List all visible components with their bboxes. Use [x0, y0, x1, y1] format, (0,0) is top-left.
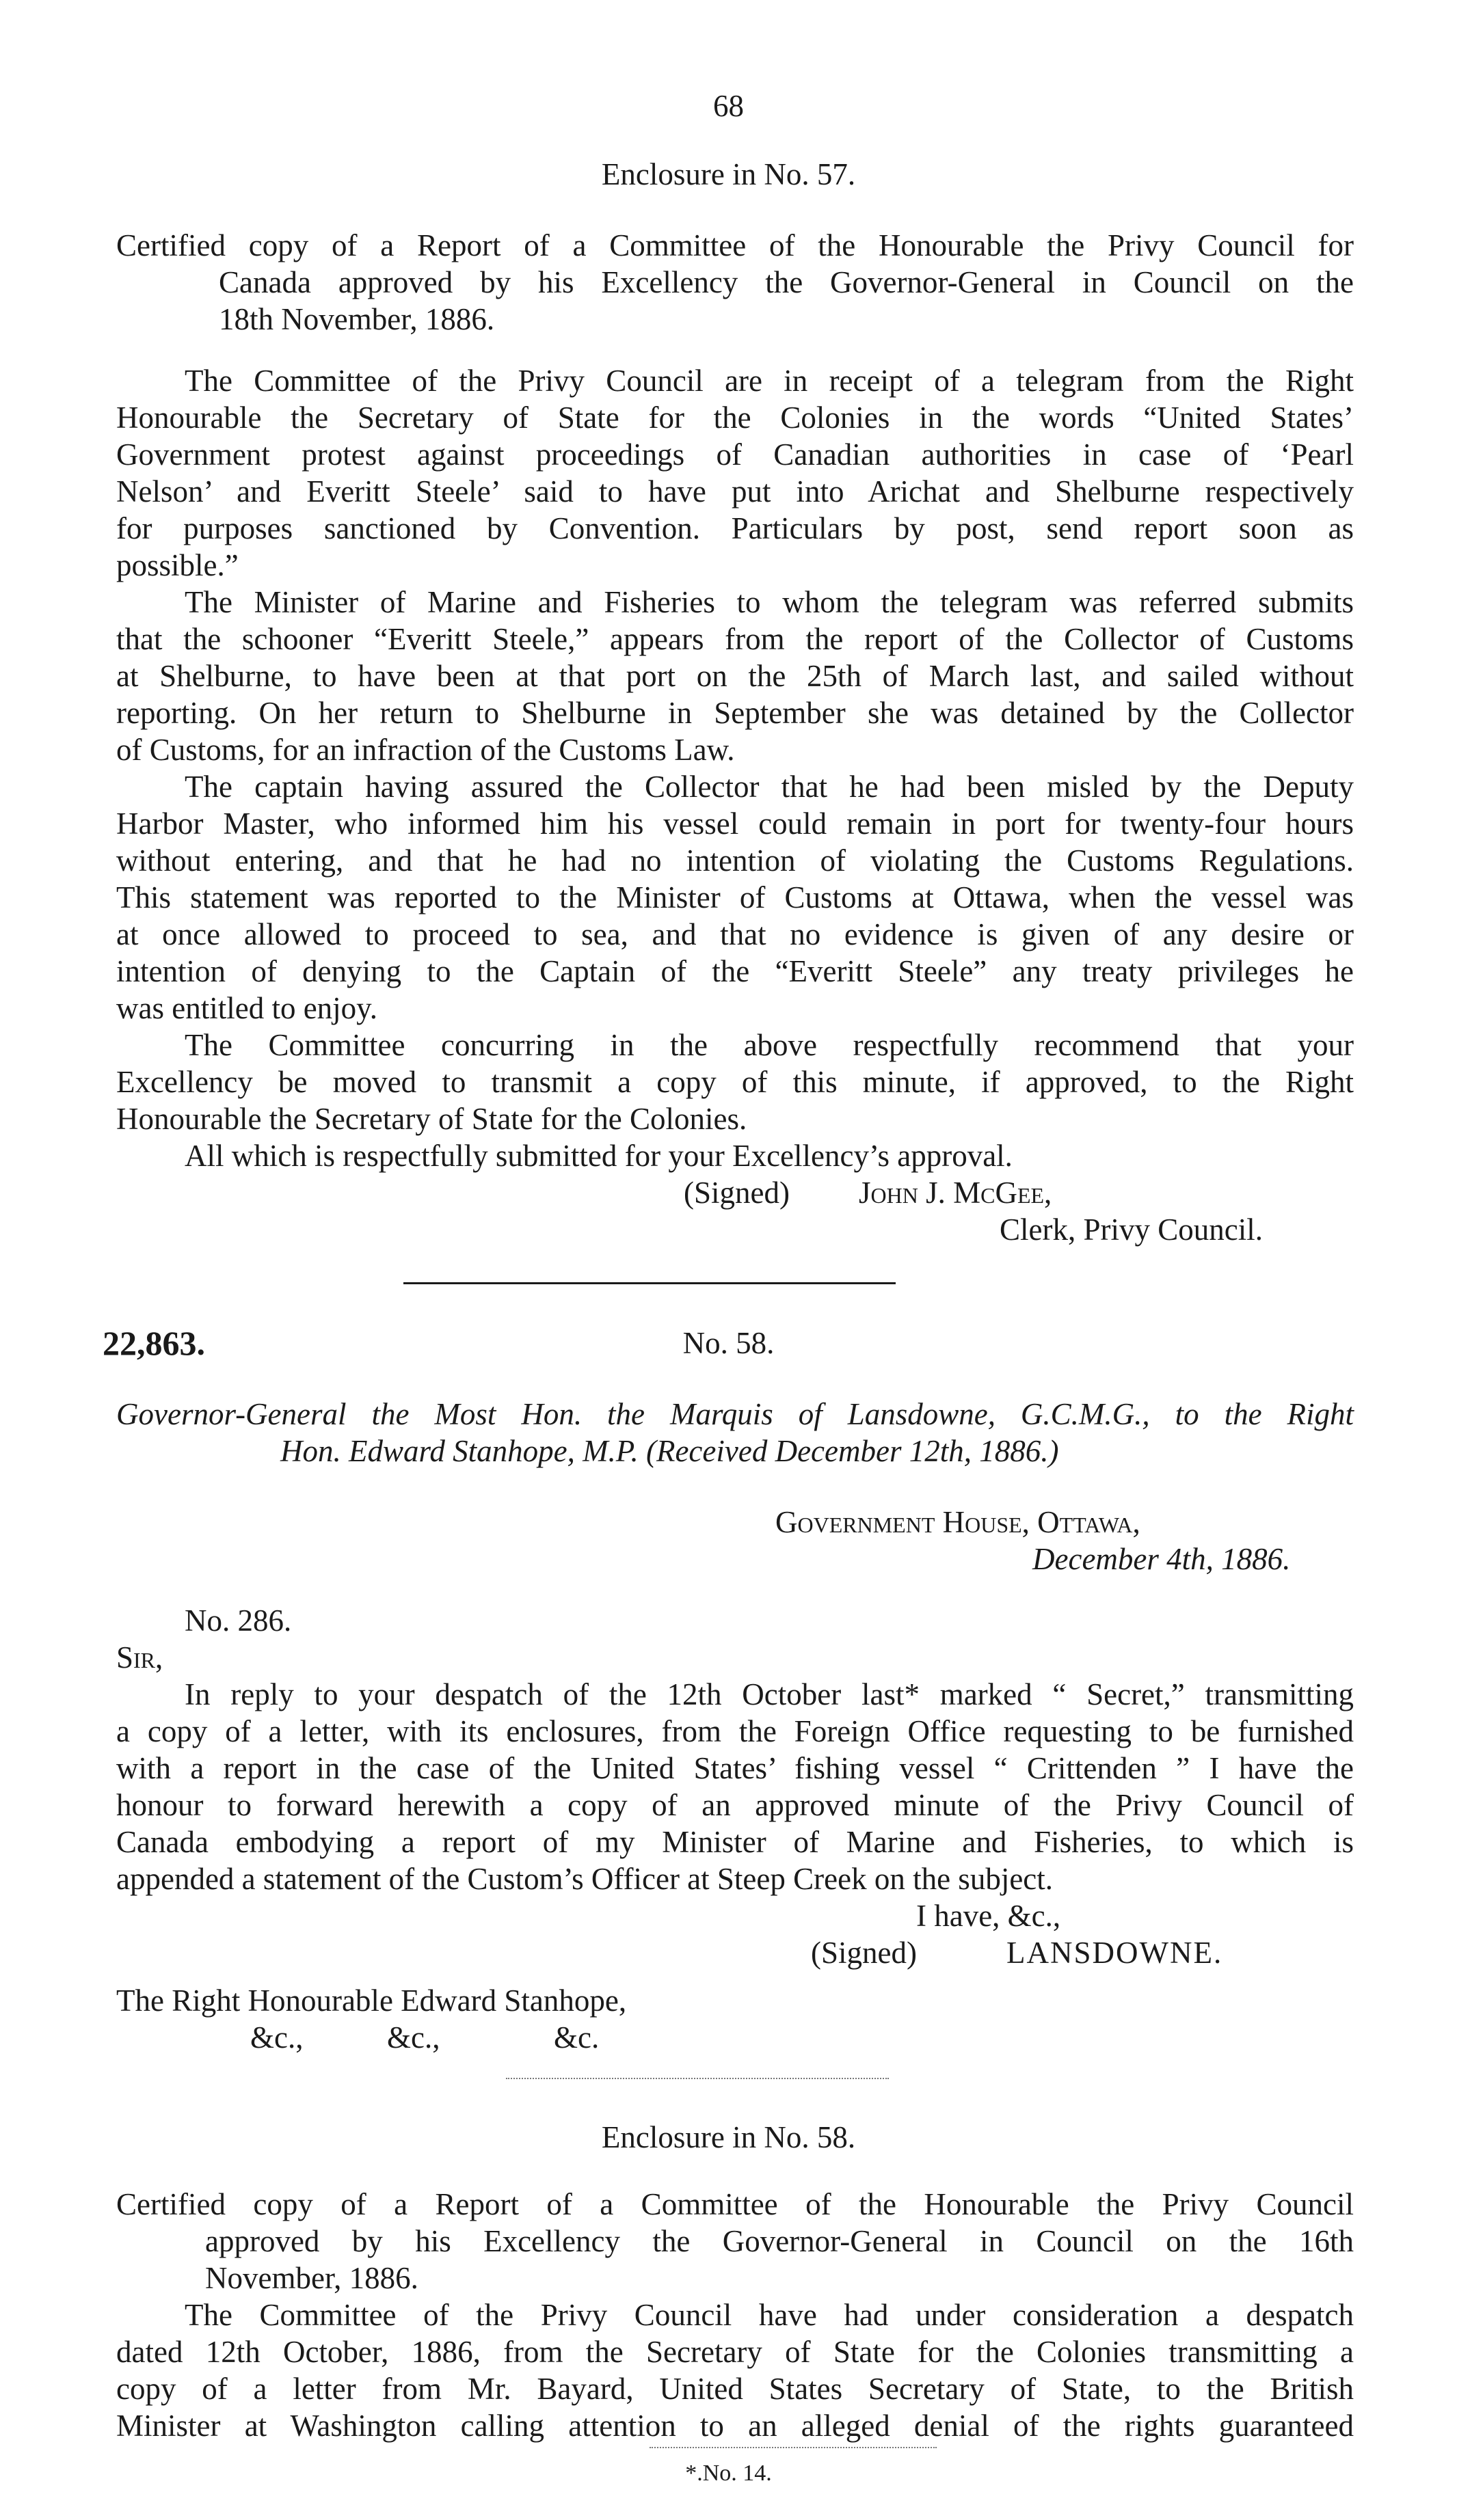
text-line: The Committee of the Privy Council are in receipt of a telegram from the Right	[185, 364, 1354, 398]
text-line: that the schooner “Everitt Steele,” appears from the report of the Collector of Customs	[116, 622, 1354, 656]
reference-number: 22,863.	[103, 1324, 205, 1362]
enclosure-57-para-2	[116, 584, 1354, 768]
text-line: copy of a letter from Mr. Bayard, United States Secretary of State, to the British	[116, 2372, 1354, 2406]
no-58-title	[116, 1396, 1354, 1469]
enclosure-57-heading: Enclosure in No. 57.	[601, 157, 856, 191]
etc-2: &c.,	[387, 2020, 440, 2055]
text-line: The Minister of Marine and Fisheries to whom the telegram was referred submits	[185, 585, 1354, 619]
section-divider	[506, 2078, 889, 2079]
title-line: Certified copy of a Report of a Committee of the Honourable the Privy Council for	[116, 228, 1354, 262]
text-line: with a report in the case of the United States’ fishing vessel “ Crittenden ” I have the	[116, 1751, 1354, 1785]
page-number: 68	[713, 89, 744, 123]
text-line: appended a statement of the Custom’s Officer at Steep Creek on the subject.	[116, 1862, 1054, 1896]
title-line: approved by his Excellency the Governor-General in Council on the 16th	[205, 2224, 1354, 2258]
text-line: dated 12th October, 1886, from the Secretary of State for the Colonies transmitting a	[116, 2335, 1354, 2369]
signed-label: (Signed)	[684, 1176, 790, 1210]
closing: I have, &c.,	[916, 1899, 1061, 1933]
signatory-title: Clerk, Privy Council.	[1000, 1212, 1263, 1247]
text-line: Government protest against proceedings of Canadian authorities in case of ‘Pearl	[116, 437, 1354, 472]
text-line: Canada embodying a report of my Minister of Marine and Fisheries, to which is	[116, 1825, 1354, 1859]
text-line: reporting. On her return to Shelburne in September she was detained by the Collector	[116, 696, 1354, 730]
text-line: Nelson’ and Everitt Steele’ said to have put into Arichat and Shelburne respectively	[116, 474, 1354, 509]
etc-3: &c.	[554, 2020, 600, 2055]
enclosure-57-title	[116, 227, 1354, 338]
signatory-name: John J. McGee,	[859, 1176, 1052, 1210]
title-line: Hon. Edward Stanhope, M.P. (Received December 12th, 1886.)	[280, 1434, 1059, 1468]
text-line: without entering, and that he had no intention of violating the Customs Regulations.	[116, 843, 1354, 878]
enclosure-58-title	[116, 2186, 1354, 2297]
addressee: The Right Honourable Edward Stanhope,	[116, 1983, 627, 2018]
letter-address: Government House, Ottawa,	[775, 1505, 1140, 1539]
text-line: Harbor Master, who informed him his vessel could remain in port for twenty-four hours	[116, 807, 1354, 841]
enclosure-57-para-1	[116, 362, 1354, 584]
text-line: Honourable the Secretary of State for the Colonies.	[116, 1102, 747, 1136]
signed-label: (Signed)	[811, 1936, 917, 1970]
title-line: Governor-General the Most Hon. the Marquis of Lansdowne, G.C.M.G., to the Right	[116, 1397, 1354, 1431]
text-line: honour to forward herewith a copy of an approved minute of the Privy Council of	[116, 1788, 1354, 1822]
text-line: was entitled to enjoy.	[116, 991, 377, 1025]
text-line: possible.”	[116, 548, 239, 582]
enclosure-58-heading: Enclosure in No. 58.	[601, 2120, 856, 2154]
footnote-divider	[650, 2447, 937, 2448]
text-line: The Committee of the Privy Council have had under consideration a despatch	[185, 2298, 1354, 2332]
text-line: at once allowed to proceed to sea, and that no evidence is given of any desire or	[116, 917, 1354, 951]
despatch-number: No. 286.	[185, 1603, 292, 1638]
no-58-body	[116, 1676, 1354, 1897]
text-line: intention of denying to the Captain of the “Everitt Steele” any treaty privileges he	[116, 954, 1354, 988]
text-line: Honourable the Secretary of State for the Colonies in the words “United States’	[116, 401, 1354, 435]
text-line: The captain having assured the Collector that he had been misled by the Deputy	[185, 770, 1354, 804]
footnote: *.No. 14.	[685, 2461, 772, 2486]
letter-date: December 4th, 1886.	[1032, 1542, 1291, 1576]
enclosure-57-para-4	[116, 1027, 1354, 1137]
signatory-name: LANSDOWNE.	[1006, 1936, 1223, 1970]
text-line: at Shelburne, to have been at that port on the 25th of March last, and sailed without	[116, 659, 1354, 693]
text-line: for purposes sanctioned by Convention. Particulars by post, send report soon as	[116, 511, 1354, 545]
text-line: a copy of a letter, with its enclosures, from the Foreign Office requesting to be furnished	[116, 1714, 1354, 1748]
title-line: Canada approved by his Excellency the Governor-General in Council on the	[219, 265, 1354, 299]
title-line: Certified copy of a Report of a Committee of the Honourable the Privy Council	[116, 2187, 1354, 2221]
text-line: This statement was reported to the Minister of Customs at Ottawa, when the vessel was	[116, 880, 1354, 914]
section-divider	[403, 1282, 896, 1284]
salutation: Sir,	[116, 1640, 163, 1675]
text-line: The Committee concurring in the above respectfully recommend that your	[185, 1028, 1354, 1062]
no-58-heading: No. 58.	[682, 1326, 775, 1360]
enclosure-58-para-1	[116, 2297, 1354, 2444]
title-line: November, 1886.	[205, 2261, 418, 2295]
title-line: 18th November, 1886.	[219, 302, 495, 336]
enclosure-57-para-3	[116, 768, 1354, 1027]
text-line: In reply to your despatch of the 12th October last* marked “ Secret,” transmitting	[185, 1677, 1354, 1711]
text-line: Minister at Washington calling attention to an alleged denial of the rights guaranteed	[116, 2409, 1354, 2443]
text-line: Excellency be moved to transmit a copy of this minute, if approved, to the Right	[116, 1065, 1354, 1099]
enclosure-57-para-5: All which is respectfully submitted for your Excellency’s approval.	[185, 1139, 1013, 1173]
etc-1: &c.,	[250, 2020, 304, 2055]
text-line: of Customs, for an infraction of the Customs Law.	[116, 733, 735, 767]
